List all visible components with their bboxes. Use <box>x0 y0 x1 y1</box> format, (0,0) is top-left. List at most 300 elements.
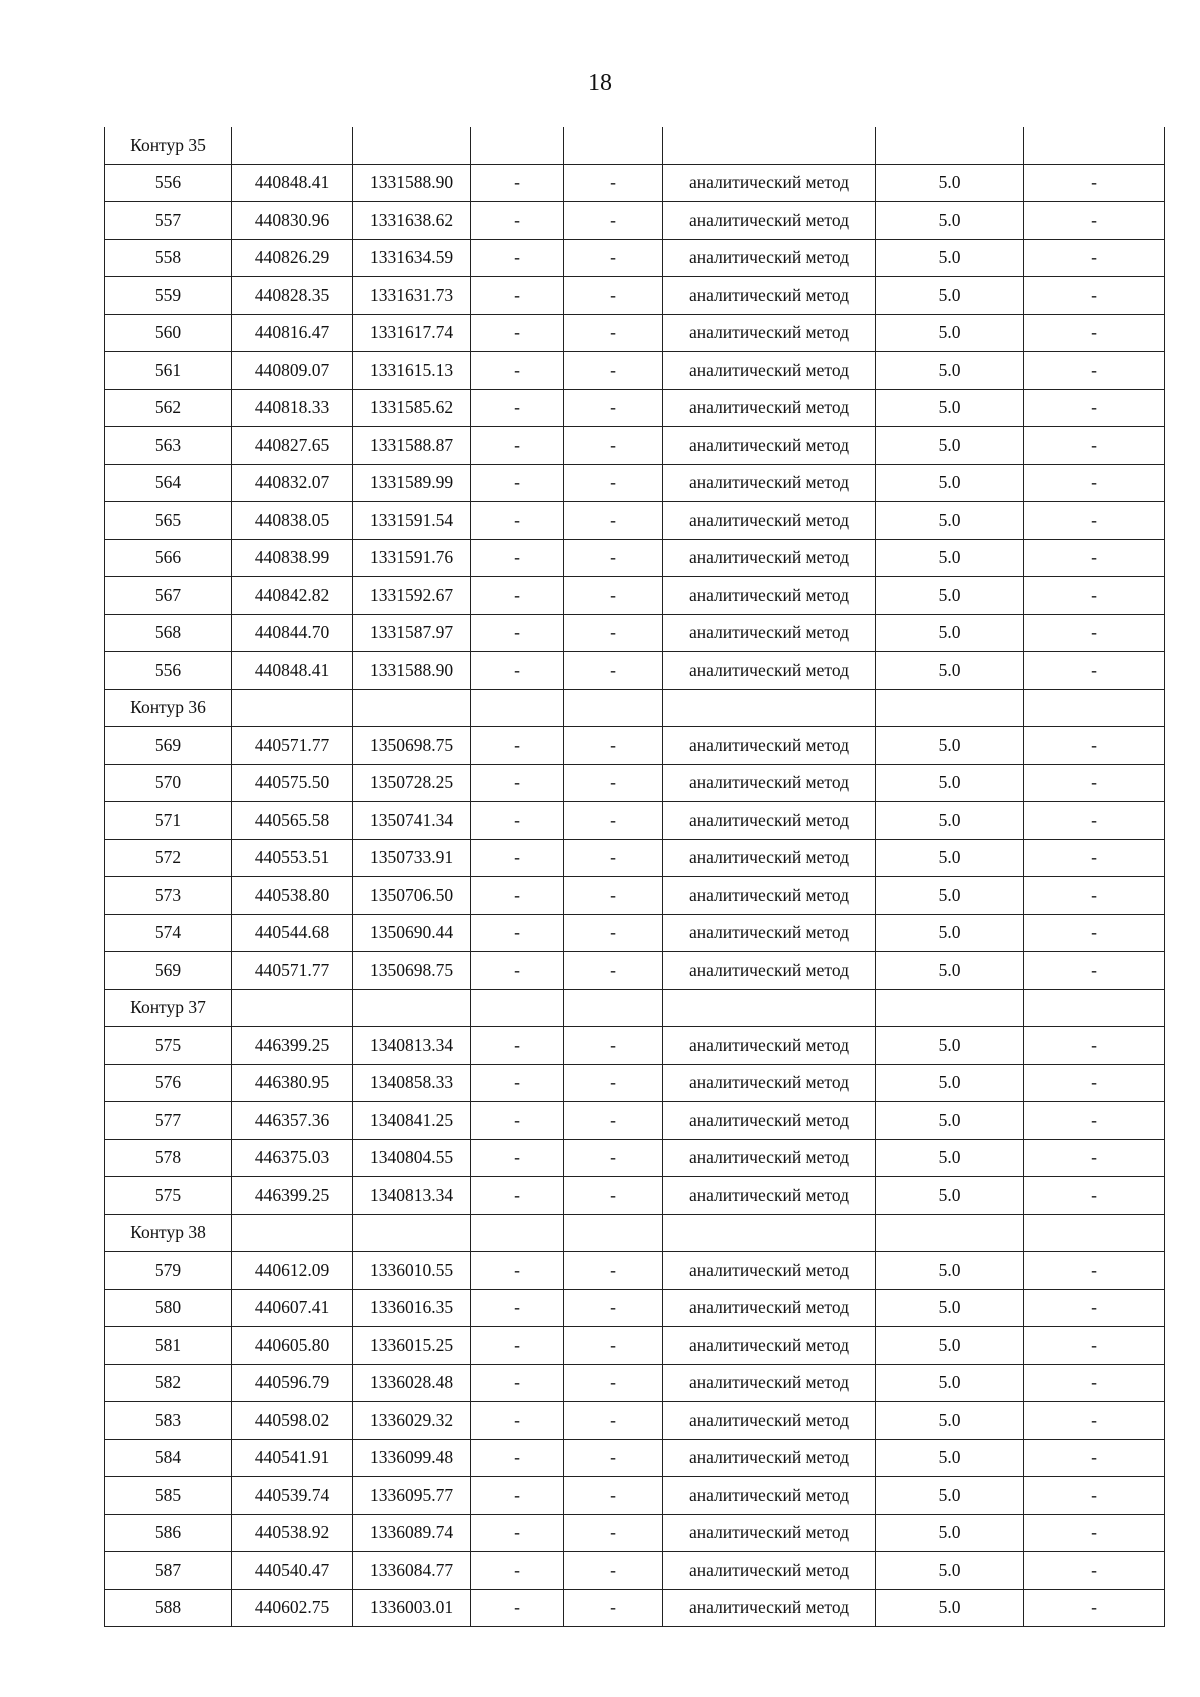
dash-cell: - <box>564 1177 663 1215</box>
point-number-cell: 563 <box>105 427 232 465</box>
y-coordinate-cell: 1331589.99 <box>353 464 471 502</box>
dash-cell: - <box>471 1439 564 1477</box>
accuracy-cell: 5.0 <box>876 1439 1024 1477</box>
contour-title: Контур 37 <box>105 989 232 1027</box>
point-number-cell: 572 <box>105 839 232 877</box>
empty-cell <box>876 1214 1024 1252</box>
y-coordinate-cell: 1350698.75 <box>353 952 471 990</box>
point-number-cell: 557 <box>105 202 232 240</box>
accuracy-cell: 5.0 <box>876 277 1024 315</box>
point-number-cell: 556 <box>105 164 232 202</box>
dash-cell: - <box>1024 839 1165 877</box>
method-cell: аналитический метод <box>663 1177 876 1215</box>
dash-cell: - <box>564 1027 663 1065</box>
accuracy-cell: 5.0 <box>876 877 1024 915</box>
y-coordinate-cell: 1336028.48 <box>353 1364 471 1402</box>
y-coordinate-cell: 1331591.76 <box>353 539 471 577</box>
coordinates-table-body <box>105 127 1165 1627</box>
point-number-cell: 556 <box>105 652 232 690</box>
point-number-cell: 571 <box>105 802 232 840</box>
dash-cell: - <box>471 614 564 652</box>
point-number-cell: 575 <box>105 1027 232 1065</box>
table-row <box>105 1027 1165 1065</box>
dash-cell: - <box>471 1102 564 1140</box>
dash-cell: - <box>564 839 663 877</box>
x-coordinate-cell: 440830.96 <box>232 202 353 240</box>
dash-cell: - <box>564 1327 663 1365</box>
contour-title: Контур 38 <box>105 1214 232 1252</box>
dash-cell: - <box>1024 614 1165 652</box>
y-coordinate-cell: 1331588.90 <box>353 164 471 202</box>
method-cell: аналитический метод <box>663 577 876 615</box>
dash-cell: - <box>471 764 564 802</box>
dash-cell: - <box>564 427 663 465</box>
point-number-cell: 587 <box>105 1552 232 1590</box>
accuracy-cell: 5.0 <box>876 464 1024 502</box>
empty-cell <box>232 989 353 1027</box>
table-row <box>105 314 1165 352</box>
y-coordinate-cell: 1331631.73 <box>353 277 471 315</box>
table-row <box>105 239 1165 277</box>
empty-cell <box>471 689 564 727</box>
dash-cell: - <box>564 277 663 315</box>
method-cell: аналитический метод <box>663 1477 876 1515</box>
empty-cell <box>564 127 663 164</box>
point-number-cell: 585 <box>105 1477 232 1515</box>
dash-cell: - <box>564 727 663 765</box>
dash-cell: - <box>1024 1477 1165 1515</box>
point-number-cell: 583 <box>105 1402 232 1440</box>
empty-cell <box>232 1214 353 1252</box>
dash-cell: - <box>564 539 663 577</box>
method-cell: аналитический метод <box>663 1364 876 1402</box>
table-row <box>105 1364 1165 1402</box>
y-coordinate-cell: 1350698.75 <box>353 727 471 765</box>
accuracy-cell: 5.0 <box>876 1477 1024 1515</box>
point-number-cell: 581 <box>105 1327 232 1365</box>
table-row <box>105 277 1165 315</box>
table-row <box>105 1139 1165 1177</box>
y-coordinate-cell: 1340813.34 <box>353 1027 471 1065</box>
accuracy-cell: 5.0 <box>876 389 1024 427</box>
empty-cell <box>564 689 663 727</box>
contour-title: Контур 35 <box>105 127 232 164</box>
point-number-cell: 569 <box>105 952 232 990</box>
method-cell: аналитический метод <box>663 427 876 465</box>
point-number-cell: 580 <box>105 1289 232 1327</box>
point-number-cell: 578 <box>105 1139 232 1177</box>
accuracy-cell: 5.0 <box>876 352 1024 390</box>
accuracy-cell: 5.0 <box>876 202 1024 240</box>
empty-cell <box>471 127 564 164</box>
dash-cell: - <box>564 1102 663 1140</box>
table-row <box>105 464 1165 502</box>
method-cell: аналитический метод <box>663 839 876 877</box>
point-number-cell: 586 <box>105 1514 232 1552</box>
y-coordinate-cell: 1331592.67 <box>353 577 471 615</box>
point-number-cell: 567 <box>105 577 232 615</box>
dash-cell: - <box>564 389 663 427</box>
method-cell: аналитический метод <box>663 539 876 577</box>
dash-cell: - <box>1024 802 1165 840</box>
dash-cell: - <box>471 1289 564 1327</box>
dash-cell: - <box>471 1252 564 1290</box>
method-cell: аналитический метод <box>663 614 876 652</box>
method-cell: аналитический метод <box>663 1402 876 1440</box>
x-coordinate-cell: 440612.09 <box>232 1252 353 1290</box>
dash-cell: - <box>471 1327 564 1365</box>
method-cell: аналитический метод <box>663 1439 876 1477</box>
method-cell: аналитический метод <box>663 1139 876 1177</box>
accuracy-cell: 5.0 <box>876 764 1024 802</box>
method-cell: аналитический метод <box>663 727 876 765</box>
dash-cell: - <box>564 164 663 202</box>
y-coordinate-cell: 1350733.91 <box>353 839 471 877</box>
dash-cell: - <box>564 914 663 952</box>
y-coordinate-cell: 1331638.62 <box>353 202 471 240</box>
y-coordinate-cell: 1331588.90 <box>353 652 471 690</box>
point-number-cell: 561 <box>105 352 232 390</box>
accuracy-cell: 5.0 <box>876 614 1024 652</box>
dash-cell: - <box>471 1552 564 1590</box>
dash-cell: - <box>471 577 564 615</box>
y-coordinate-cell: 1331617.74 <box>353 314 471 352</box>
dash-cell: - <box>471 239 564 277</box>
accuracy-cell: 5.0 <box>876 1177 1024 1215</box>
dash-cell: - <box>1024 389 1165 427</box>
table-row <box>105 764 1165 802</box>
dash-cell: - <box>1024 502 1165 540</box>
y-coordinate-cell: 1350706.50 <box>353 877 471 915</box>
accuracy-cell: 5.0 <box>876 1102 1024 1140</box>
contour-header-row <box>105 1214 1165 1252</box>
dash-cell: - <box>1024 952 1165 990</box>
dash-cell: - <box>564 314 663 352</box>
empty-cell <box>663 689 876 727</box>
y-coordinate-cell: 1331615.13 <box>353 352 471 390</box>
x-coordinate-cell: 446375.03 <box>232 1139 353 1177</box>
empty-cell <box>353 1214 471 1252</box>
dash-cell: - <box>564 1439 663 1477</box>
dash-cell: - <box>564 877 663 915</box>
method-cell: аналитический метод <box>663 239 876 277</box>
point-number-cell: 560 <box>105 314 232 352</box>
y-coordinate-cell: 1350728.25 <box>353 764 471 802</box>
y-coordinate-cell: 1336095.77 <box>353 1477 471 1515</box>
dash-cell: - <box>1024 1402 1165 1440</box>
x-coordinate-cell: 440607.41 <box>232 1289 353 1327</box>
x-coordinate-cell: 440605.80 <box>232 1327 353 1365</box>
table-row <box>105 1477 1165 1515</box>
method-cell: аналитический метод <box>663 764 876 802</box>
x-coordinate-cell: 440838.99 <box>232 539 353 577</box>
x-coordinate-cell: 440828.35 <box>232 277 353 315</box>
accuracy-cell: 5.0 <box>876 577 1024 615</box>
accuracy-cell: 5.0 <box>876 727 1024 765</box>
dash-cell: - <box>564 502 663 540</box>
accuracy-cell: 5.0 <box>876 539 1024 577</box>
empty-cell <box>564 1214 663 1252</box>
dash-cell: - <box>1024 652 1165 690</box>
x-coordinate-cell: 440848.41 <box>232 652 353 690</box>
empty-cell <box>353 689 471 727</box>
point-number-cell: 568 <box>105 614 232 652</box>
accuracy-cell: 5.0 <box>876 1252 1024 1290</box>
dash-cell: - <box>1024 764 1165 802</box>
dash-cell: - <box>1024 1552 1165 1590</box>
dash-cell: - <box>564 764 663 802</box>
method-cell: аналитический метод <box>663 1102 876 1140</box>
method-cell: аналитический метод <box>663 1514 876 1552</box>
accuracy-cell: 5.0 <box>876 1364 1024 1402</box>
point-number-cell: 584 <box>105 1439 232 1477</box>
method-cell: аналитический метод <box>663 652 876 690</box>
table-row <box>105 614 1165 652</box>
point-number-cell: 573 <box>105 877 232 915</box>
point-number-cell: 577 <box>105 1102 232 1140</box>
y-coordinate-cell: 1340813.34 <box>353 1177 471 1215</box>
empty-cell <box>353 127 471 164</box>
dash-cell: - <box>564 1064 663 1102</box>
table-row <box>105 502 1165 540</box>
table-row <box>105 1177 1165 1215</box>
point-number-cell: 588 <box>105 1589 232 1627</box>
accuracy-cell: 5.0 <box>876 1402 1024 1440</box>
accuracy-cell: 5.0 <box>876 839 1024 877</box>
dash-cell: - <box>471 914 564 952</box>
dash-cell: - <box>564 1252 663 1290</box>
dash-cell: - <box>471 1027 564 1065</box>
table-row <box>105 914 1165 952</box>
x-coordinate-cell: 446399.25 <box>232 1177 353 1215</box>
x-coordinate-cell: 440538.92 <box>232 1514 353 1552</box>
method-cell: аналитический метод <box>663 877 876 915</box>
empty-cell <box>876 689 1024 727</box>
empty-cell <box>663 989 876 1027</box>
empty-cell <box>876 989 1024 1027</box>
x-coordinate-cell: 440809.07 <box>232 352 353 390</box>
method-cell: аналитический метод <box>663 952 876 990</box>
method-cell: аналитический метод <box>663 1289 876 1327</box>
y-coordinate-cell: 1336010.55 <box>353 1252 471 1290</box>
dash-cell: - <box>1024 1064 1165 1102</box>
x-coordinate-cell: 440596.79 <box>232 1364 353 1402</box>
y-coordinate-cell: 1331587.97 <box>353 614 471 652</box>
dash-cell: - <box>471 727 564 765</box>
dash-cell: - <box>564 1402 663 1440</box>
empty-cell <box>1024 127 1165 164</box>
dash-cell: - <box>471 1514 564 1552</box>
table-row <box>105 352 1165 390</box>
x-coordinate-cell: 440544.68 <box>232 914 353 952</box>
dash-cell: - <box>471 427 564 465</box>
dash-cell: - <box>1024 877 1165 915</box>
contour-header-row <box>105 127 1165 164</box>
point-number-cell: 576 <box>105 1064 232 1102</box>
table-row <box>105 652 1165 690</box>
dash-cell: - <box>471 839 564 877</box>
y-coordinate-cell: 1331588.87 <box>353 427 471 465</box>
dash-cell: - <box>471 952 564 990</box>
accuracy-cell: 5.0 <box>876 652 1024 690</box>
dash-cell: - <box>1024 202 1165 240</box>
table-row <box>105 1439 1165 1477</box>
table-row <box>105 389 1165 427</box>
x-coordinate-cell: 440827.65 <box>232 427 353 465</box>
method-cell: аналитический метод <box>663 502 876 540</box>
method-cell: аналитический метод <box>663 389 876 427</box>
accuracy-cell: 5.0 <box>876 314 1024 352</box>
dash-cell: - <box>1024 1139 1165 1177</box>
method-cell: аналитический метод <box>663 464 876 502</box>
dash-cell: - <box>471 802 564 840</box>
y-coordinate-cell: 1336099.48 <box>353 1439 471 1477</box>
dash-cell: - <box>471 389 564 427</box>
dash-cell: - <box>1024 1439 1165 1477</box>
x-coordinate-cell: 440838.05 <box>232 502 353 540</box>
x-coordinate-cell: 440540.47 <box>232 1552 353 1590</box>
point-number-cell: 574 <box>105 914 232 952</box>
dash-cell: - <box>1024 1589 1165 1627</box>
accuracy-cell: 5.0 <box>876 164 1024 202</box>
table-row <box>105 802 1165 840</box>
table-row <box>105 1589 1165 1627</box>
dash-cell: - <box>1024 1289 1165 1327</box>
y-coordinate-cell: 1336016.35 <box>353 1289 471 1327</box>
contour-header-row <box>105 989 1165 1027</box>
dash-cell: - <box>471 277 564 315</box>
dash-cell: - <box>564 464 663 502</box>
page-number: 18 <box>588 70 612 96</box>
x-coordinate-cell: 440571.77 <box>232 727 353 765</box>
dash-cell: - <box>471 877 564 915</box>
method-cell: аналитический метод <box>663 277 876 315</box>
dash-cell: - <box>471 1364 564 1402</box>
table-row <box>105 202 1165 240</box>
dash-cell: - <box>564 1552 663 1590</box>
table-row <box>105 1514 1165 1552</box>
contour-header-row <box>105 689 1165 727</box>
x-coordinate-cell: 440844.70 <box>232 614 353 652</box>
empty-cell <box>876 127 1024 164</box>
table-row <box>105 839 1165 877</box>
table-row <box>105 1327 1165 1365</box>
table-row <box>105 1289 1165 1327</box>
dash-cell: - <box>471 1064 564 1102</box>
dash-cell: - <box>564 952 663 990</box>
empty-cell <box>564 989 663 1027</box>
dash-cell: - <box>564 577 663 615</box>
dash-cell: - <box>1024 1364 1165 1402</box>
x-coordinate-cell: 440539.74 <box>232 1477 353 1515</box>
accuracy-cell: 5.0 <box>876 1514 1024 1552</box>
dash-cell: - <box>1024 1327 1165 1365</box>
accuracy-cell: 5.0 <box>876 1289 1024 1327</box>
point-number-cell: 559 <box>105 277 232 315</box>
point-number-cell: 558 <box>105 239 232 277</box>
point-number-cell: 562 <box>105 389 232 427</box>
accuracy-cell: 5.0 <box>876 1327 1024 1365</box>
empty-cell <box>1024 689 1165 727</box>
dash-cell: - <box>471 502 564 540</box>
x-coordinate-cell: 440826.29 <box>232 239 353 277</box>
dash-cell: - <box>564 1589 663 1627</box>
point-number-cell: 569 <box>105 727 232 765</box>
x-coordinate-cell: 440571.77 <box>232 952 353 990</box>
dash-cell: - <box>1024 1177 1165 1215</box>
method-cell: аналитический метод <box>663 1064 876 1102</box>
x-coordinate-cell: 440541.91 <box>232 1439 353 1477</box>
dash-cell: - <box>471 202 564 240</box>
dash-cell: - <box>1024 914 1165 952</box>
accuracy-cell: 5.0 <box>876 1589 1024 1627</box>
y-coordinate-cell: 1350690.44 <box>353 914 471 952</box>
empty-cell <box>353 989 471 1027</box>
dash-cell: - <box>564 1139 663 1177</box>
x-coordinate-cell: 446380.95 <box>232 1064 353 1102</box>
table-row <box>105 164 1165 202</box>
method-cell: аналитический метод <box>663 164 876 202</box>
accuracy-cell: 5.0 <box>876 952 1024 990</box>
empty-cell <box>663 127 876 164</box>
dash-cell: - <box>1024 239 1165 277</box>
accuracy-cell: 5.0 <box>876 1027 1024 1065</box>
y-coordinate-cell: 1331634.59 <box>353 239 471 277</box>
x-coordinate-cell: 440832.07 <box>232 464 353 502</box>
table-row <box>105 1552 1165 1590</box>
x-coordinate-cell: 440553.51 <box>232 839 353 877</box>
method-cell: аналитический метод <box>663 314 876 352</box>
coordinates-table <box>104 127 1165 1627</box>
accuracy-cell: 5.0 <box>876 427 1024 465</box>
dash-cell: - <box>1024 427 1165 465</box>
method-cell: аналитический метод <box>663 352 876 390</box>
table-row <box>105 539 1165 577</box>
method-cell: аналитический метод <box>663 1252 876 1290</box>
dash-cell: - <box>471 164 564 202</box>
method-cell: аналитический метод <box>663 914 876 952</box>
dash-cell: - <box>1024 727 1165 765</box>
y-coordinate-cell: 1336089.74 <box>353 1514 471 1552</box>
accuracy-cell: 5.0 <box>876 802 1024 840</box>
dash-cell: - <box>471 1177 564 1215</box>
y-coordinate-cell: 1336003.01 <box>353 1589 471 1627</box>
dash-cell: - <box>564 1477 663 1515</box>
accuracy-cell: 5.0 <box>876 502 1024 540</box>
table-row <box>105 1252 1165 1290</box>
x-coordinate-cell: 440575.50 <box>232 764 353 802</box>
x-coordinate-cell: 446399.25 <box>232 1027 353 1065</box>
method-cell: аналитический метод <box>663 1027 876 1065</box>
accuracy-cell: 5.0 <box>876 1139 1024 1177</box>
method-cell: аналитический метод <box>663 202 876 240</box>
accuracy-cell: 5.0 <box>876 1552 1024 1590</box>
dash-cell: - <box>564 1289 663 1327</box>
dash-cell: - <box>1024 577 1165 615</box>
y-coordinate-cell: 1336015.25 <box>353 1327 471 1365</box>
dash-cell: - <box>564 352 663 390</box>
y-coordinate-cell: 1340841.25 <box>353 1102 471 1140</box>
x-coordinate-cell: 440842.82 <box>232 577 353 615</box>
x-coordinate-cell: 440598.02 <box>232 1402 353 1440</box>
dash-cell: - <box>1024 1252 1165 1290</box>
method-cell: аналитический метод <box>663 1552 876 1590</box>
point-number-cell: 565 <box>105 502 232 540</box>
empty-cell <box>471 1214 564 1252</box>
dash-cell: - <box>1024 1027 1165 1065</box>
table-row <box>105 1102 1165 1140</box>
point-number-cell: 570 <box>105 764 232 802</box>
